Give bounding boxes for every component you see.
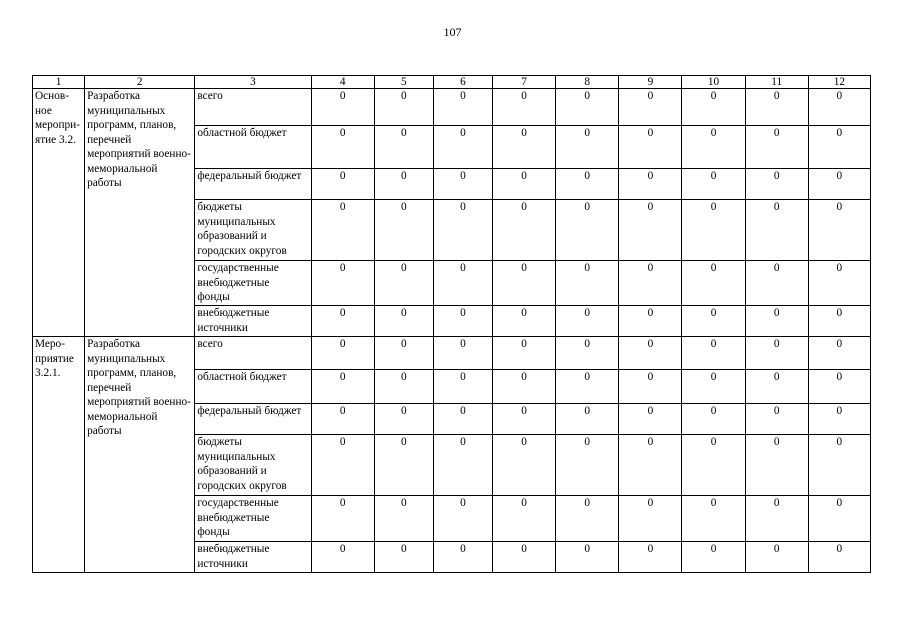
text-line: ное: [35, 104, 52, 117]
funding-source: [195, 542, 311, 573]
value-cell: 0: [745, 337, 808, 370]
value-cell: 0: [682, 542, 745, 573]
value-cell: 0: [311, 200, 374, 261]
value-cell: 0: [556, 126, 619, 169]
column-number: 7: [493, 76, 556, 89]
text-line: внебюджетные: [197, 543, 270, 555]
value-cell: 0: [493, 404, 556, 435]
activity-description: [85, 89, 195, 337]
value-cell: 0: [556, 404, 619, 435]
column-number: 3: [195, 76, 311, 89]
value-cell: 0: [433, 306, 492, 337]
text-line: образований и: [197, 465, 267, 477]
value-cell: 0: [619, 89, 682, 126]
column-number: 2: [85, 76, 195, 89]
value-cell: 0: [619, 200, 682, 261]
value-cell: 0: [745, 200, 808, 261]
value-cell: 0: [311, 542, 374, 573]
value-cell: 0: [745, 126, 808, 169]
value-cell: 0: [745, 404, 808, 435]
value-cell: 0: [433, 370, 492, 404]
value-cell: 0: [493, 337, 556, 370]
value-cell: 0: [493, 200, 556, 261]
text-line: бюджеты: [197, 436, 242, 448]
value-cell: 0: [556, 370, 619, 404]
value-cell: 0: [619, 435, 682, 496]
value-cell: 0: [556, 306, 619, 337]
value-cell: 0: [493, 126, 556, 169]
value-cell: 0: [433, 200, 492, 261]
activity-code: [33, 337, 85, 573]
text-line: меропри-: [35, 119, 80, 131]
text-line: перечней: [87, 133, 132, 146]
value-cell: 0: [808, 169, 870, 200]
text-line: Основ-: [35, 90, 69, 102]
value-cell: 0: [808, 126, 870, 169]
value-cell: 0: [808, 542, 870, 573]
value-cell: 0: [433, 496, 492, 542]
value-cell: 0: [682, 496, 745, 542]
budget-table: [32, 75, 871, 573]
value-cell: 0: [311, 261, 374, 306]
column-number: 10: [682, 76, 745, 89]
column-number: 9: [619, 76, 682, 89]
text-line: ятие 3.2.: [35, 133, 76, 146]
value-cell: 0: [682, 261, 745, 306]
value-cell: 0: [493, 306, 556, 337]
value-cell: 0: [682, 435, 745, 496]
value-cell: 0: [619, 404, 682, 435]
text-line: государственные: [197, 497, 279, 509]
text-line: государственные: [197, 262, 279, 274]
value-cell: 0: [808, 89, 870, 126]
column-number: 6: [433, 76, 492, 89]
value-cell: 0: [311, 370, 374, 404]
text-line: муниципальных: [197, 215, 276, 228]
value-cell: 0: [374, 404, 433, 435]
text-line: городских округов: [197, 479, 287, 492]
value-cell: 0: [311, 496, 374, 542]
value-cell: 0: [493, 169, 556, 200]
value-cell: 0: [493, 89, 556, 126]
value-cell: 0: [433, 337, 492, 370]
funding-source: [195, 200, 311, 261]
value-cell: 0: [433, 126, 492, 169]
value-cell: 0: [374, 496, 433, 542]
value-cell: 0: [619, 542, 682, 573]
text-line: бюджеты: [197, 201, 242, 213]
text-line: городских округов: [197, 244, 287, 257]
value-cell: 0: [374, 261, 433, 306]
value-cell: 0: [374, 370, 433, 404]
value-cell: 0: [682, 306, 745, 337]
value-cell: 0: [311, 169, 374, 200]
value-cell: 0: [682, 126, 745, 169]
value-cell: 0: [808, 370, 870, 404]
text-line: мероприятий военно-: [87, 396, 191, 408]
page-number: 107: [443, 25, 462, 39]
column-number: 8: [556, 76, 619, 89]
value-cell: 0: [808, 306, 870, 337]
value-cell: 0: [745, 169, 808, 200]
value-cell: 0: [311, 337, 374, 370]
value-cell: 0: [374, 200, 433, 261]
value-cell: 0: [808, 337, 870, 370]
activity-code: [33, 89, 85, 337]
text-line: областной бюджет: [197, 127, 287, 139]
funding-source: [195, 435, 311, 496]
value-cell: 0: [374, 337, 433, 370]
text-line: мемориальной: [87, 162, 158, 175]
funding-source: [195, 126, 311, 169]
text-line: фонды: [197, 526, 230, 538]
text-line: федеральный бюджет: [197, 405, 302, 417]
value-cell: 0: [619, 496, 682, 542]
value-cell: 0: [556, 89, 619, 126]
column-number: 1: [33, 76, 85, 89]
value-cell: 0: [374, 89, 433, 126]
value-cell: 0: [433, 169, 492, 200]
text-line: Разработка: [87, 90, 141, 102]
value-cell: 0: [745, 370, 808, 404]
value-cell: 0: [311, 404, 374, 435]
text-line: источники: [197, 557, 248, 570]
column-number: 12: [808, 76, 870, 89]
value-cell: 0: [493, 370, 556, 404]
column-number: 5: [374, 76, 433, 89]
value-cell: 0: [556, 542, 619, 573]
value-cell: 0: [682, 200, 745, 261]
value-cell: 0: [374, 126, 433, 169]
funding-source: [195, 370, 311, 404]
text-line: всего: [197, 90, 223, 102]
funding-source: [195, 404, 311, 435]
funding-source: [195, 496, 311, 542]
value-cell: 0: [682, 404, 745, 435]
activity-description: [85, 337, 195, 573]
value-cell: 0: [556, 496, 619, 542]
value-cell: 0: [808, 435, 870, 496]
value-cell: 0: [493, 261, 556, 306]
funding-source: [195, 169, 311, 200]
value-cell: 0: [433, 261, 492, 306]
text-line: программ, планов,: [87, 119, 177, 131]
value-cell: 0: [745, 89, 808, 126]
value-cell: 0: [493, 542, 556, 573]
value-cell: 0: [619, 261, 682, 306]
text-line: федеральный бюджет: [197, 170, 302, 182]
value-cell: 0: [682, 370, 745, 404]
value-cell: 0: [433, 542, 492, 573]
value-cell: 0: [311, 435, 374, 496]
value-cell: 0: [808, 200, 870, 261]
value-cell: 0: [619, 337, 682, 370]
text-line: приятие: [35, 352, 74, 365]
text-line: фонды: [197, 291, 230, 303]
column-number-row: [33, 76, 871, 89]
value-cell: 0: [556, 169, 619, 200]
value-cell: 0: [808, 404, 870, 435]
text-line: внебюджетные: [197, 276, 270, 289]
value-cell: 0: [374, 306, 433, 337]
text-line: 3.2.1.: [35, 367, 61, 379]
value-cell: 0: [682, 169, 745, 200]
value-cell: 0: [619, 169, 682, 200]
column-number: 11: [745, 76, 808, 89]
value-cell: 0: [808, 496, 870, 542]
text-line: муниципальных: [87, 104, 166, 117]
funding-source: [195, 89, 311, 126]
value-cell: 0: [745, 306, 808, 337]
table-row: [33, 89, 871, 126]
text-line: всего: [197, 338, 223, 350]
text-line: мемориальной: [87, 410, 158, 423]
value-cell: 0: [619, 370, 682, 404]
value-cell: 0: [374, 169, 433, 200]
text-line: внебюджетные: [197, 307, 270, 319]
text-line: муниципальных: [87, 352, 166, 365]
funding-source: [195, 261, 311, 306]
value-cell: 0: [745, 542, 808, 573]
value-cell: 0: [619, 306, 682, 337]
value-cell: 0: [374, 542, 433, 573]
value-cell: 0: [433, 89, 492, 126]
funding-source: [195, 306, 311, 337]
text-line: муниципальных: [197, 450, 276, 463]
value-cell: 0: [808, 261, 870, 306]
value-cell: 0: [619, 126, 682, 169]
text-line: программ, планов,: [87, 367, 177, 379]
text-line: работы: [87, 177, 122, 189]
text-line: Разработка: [87, 338, 141, 350]
value-cell: 0: [745, 496, 808, 542]
text-line: внебюджетные: [197, 511, 270, 524]
value-cell: 0: [311, 89, 374, 126]
text-line: Меро-: [35, 338, 65, 350]
text-line: перечней: [87, 381, 132, 394]
text-line: образований и: [197, 230, 267, 242]
value-cell: 0: [374, 435, 433, 496]
value-cell: 0: [433, 435, 492, 496]
value-cell: 0: [556, 435, 619, 496]
text-line: мероприятий военно-: [87, 148, 191, 160]
value-cell: 0: [311, 126, 374, 169]
text-line: источники: [197, 321, 248, 334]
value-cell: 0: [311, 306, 374, 337]
value-cell: 0: [556, 261, 619, 306]
text-line: областной бюджет: [197, 371, 287, 383]
value-cell: 0: [682, 89, 745, 126]
column-number: 4: [311, 76, 374, 89]
table-body: [33, 76, 871, 573]
table-row: [33, 337, 871, 370]
value-cell: 0: [745, 261, 808, 306]
value-cell: 0: [493, 496, 556, 542]
value-cell: 0: [556, 337, 619, 370]
value-cell: 0: [493, 435, 556, 496]
value-cell: 0: [682, 337, 745, 370]
value-cell: 0: [556, 200, 619, 261]
value-cell: 0: [745, 435, 808, 496]
text-line: работы: [87, 425, 122, 437]
funding-source: [195, 337, 311, 370]
value-cell: 0: [433, 404, 492, 435]
